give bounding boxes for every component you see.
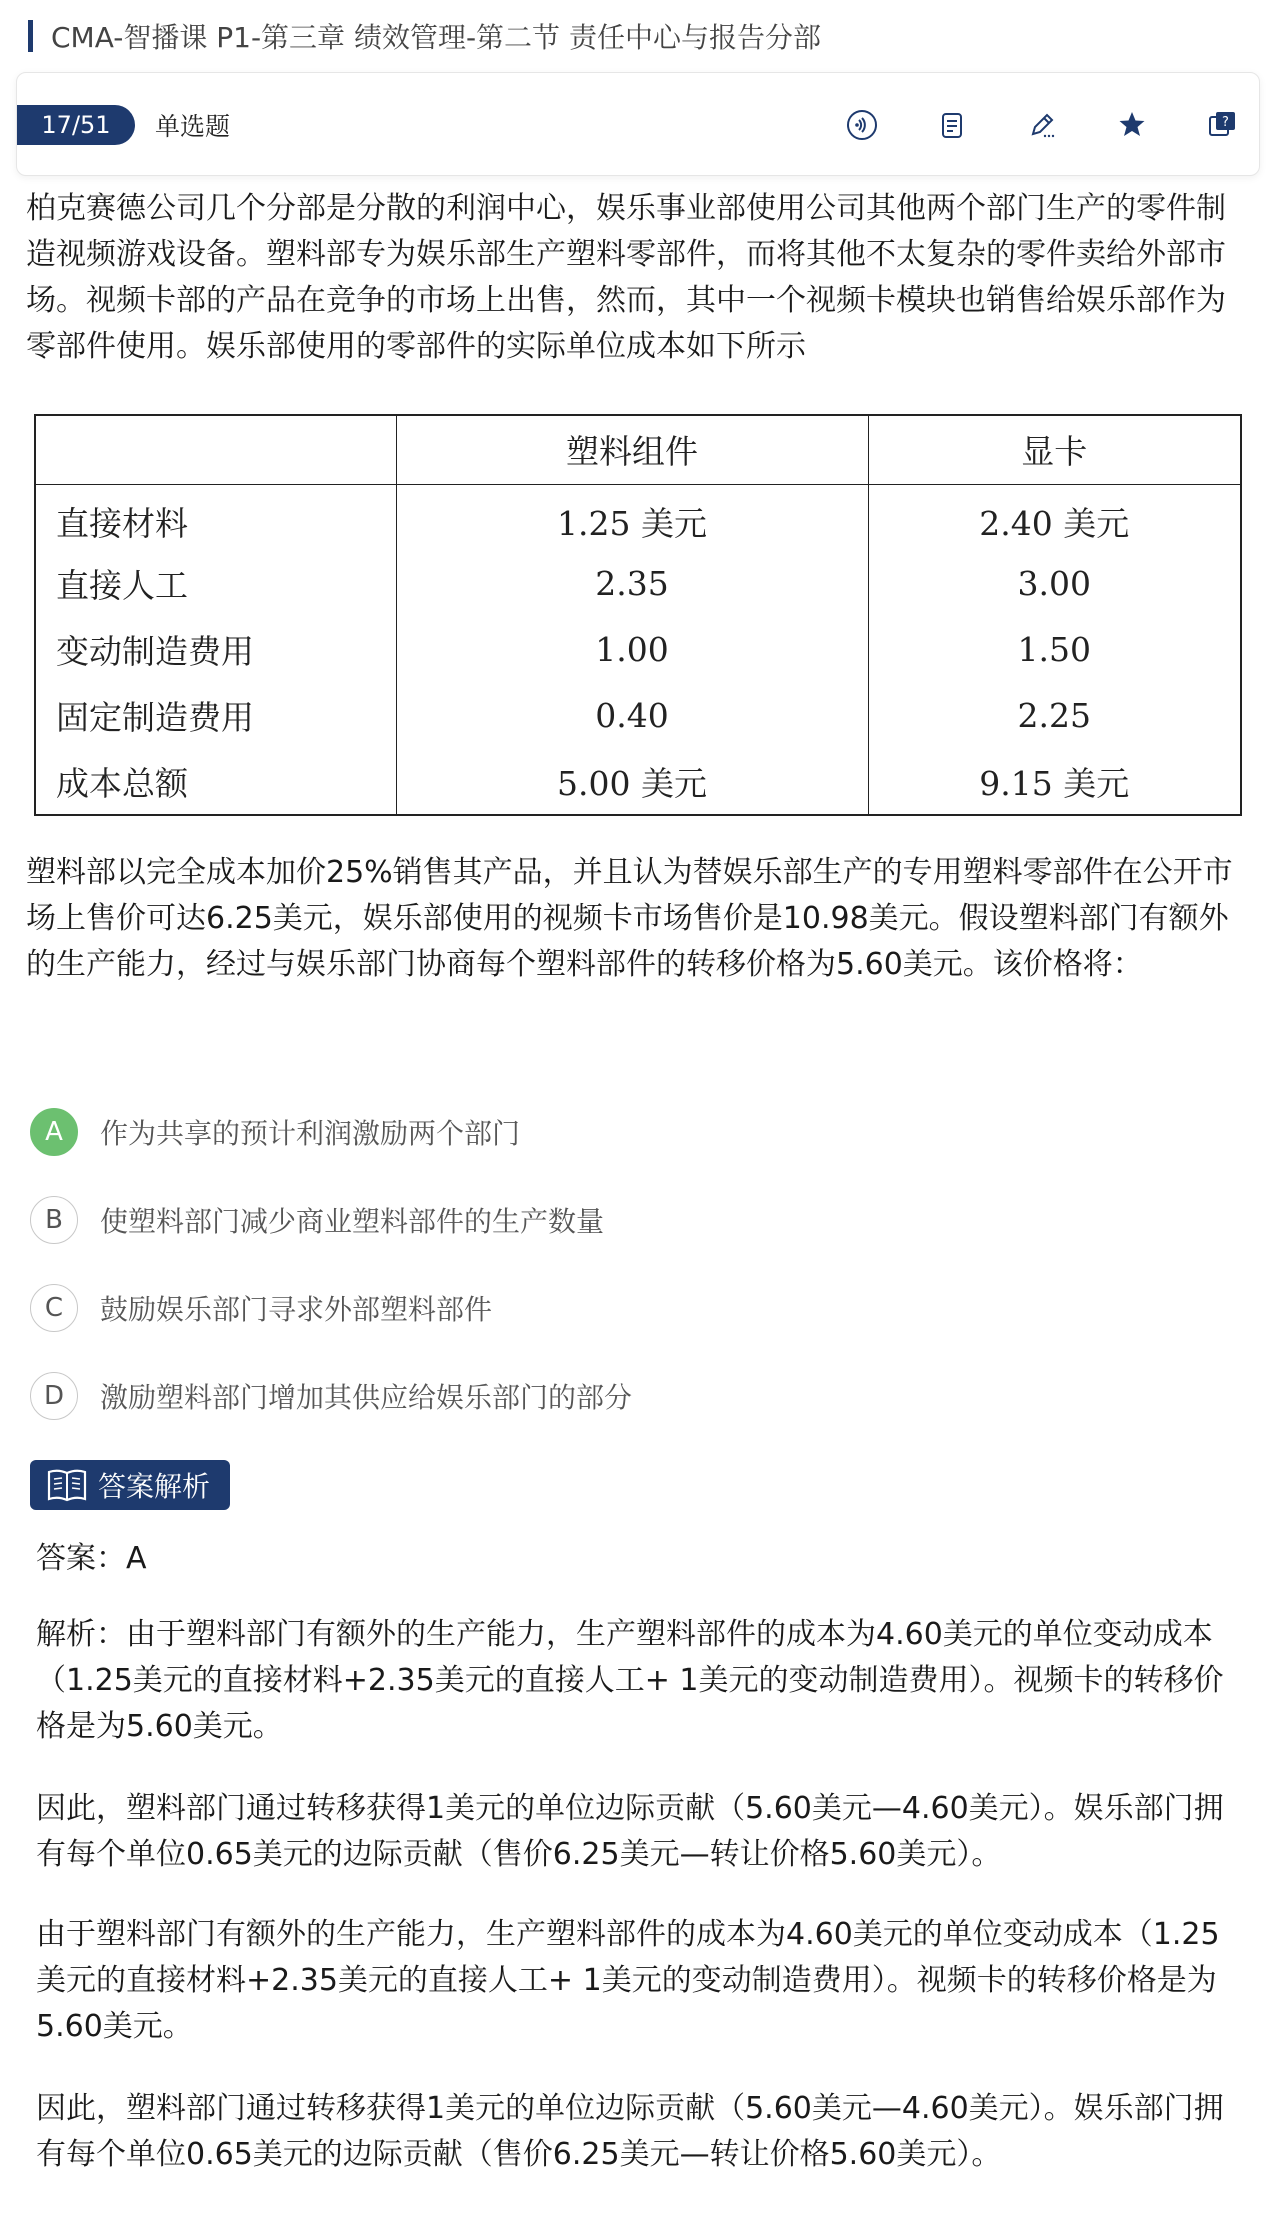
audio-button[interactable] (817, 101, 907, 149)
table-cell: 变动制造费用 (36, 616, 396, 682)
question-icon (1205, 108, 1239, 142)
analysis-paragraph: 由于塑料部门有额外的生产能力，生产塑料部件的成本为4.60美元的单位变动成本（1.25美元的直接材料+2.35美元的直接人工+ 1美元的变动制造费用）。视频卡的转移价格是为5.60美元。 (36, 1917, 1220, 2044)
question-type: 单选题 (155, 112, 231, 141)
analysis-paragraph: 因此，塑料部门通过转移获得1美元的单位边际贡献（5.60美元—4.60美元）。娱乐部门拥有每个单位0.65美元的边际贡献（售价6.25美元—转让价格5.60美元）。 (36, 1791, 1224, 1872)
table-header-plastic: 塑料组件 (396, 416, 868, 484)
book-icon (46, 1467, 88, 1503)
question-number-badge[interactable]: 17/51 (17, 105, 135, 145)
table-row (36, 682, 1240, 748)
table-cell: 0.40 (396, 682, 868, 748)
table-cell: 1.00 (396, 616, 868, 682)
svg-text:?: ? (1222, 115, 1229, 130)
table-cell: 5.00 美元 (396, 748, 868, 814)
audio-icon (845, 108, 879, 142)
table-header-empty (36, 416, 396, 484)
question-header (16, 72, 1260, 176)
table-cell: 1.50 (1017, 629, 1091, 669)
option-text: 激励塑料部门增加其供应给娱乐部门的部分 (100, 1381, 633, 1414)
option-letter-badge: B (30, 1196, 78, 1244)
option-letter-badge: C (30, 1284, 78, 1332)
table-row (36, 484, 1240, 550)
analysis-tag (30, 1460, 230, 1510)
answer-line: 答案：A (36, 1541, 147, 1576)
table-row (36, 616, 1240, 682)
table-cell: 2.25 (1017, 695, 1091, 735)
analysis-tag-label: 答案解析 (98, 1470, 211, 1503)
option-text: 作为共享的预计利润激励两个部门 (100, 1117, 521, 1150)
table-cell: 成本总额 (36, 748, 396, 814)
analysis-paragraph: 因此，塑料部门通过转移获得1美元的单位边际贡献（5.60美元—4.60美元）。娱乐部门拥有每个单位0.65美元的边际贡献（售价6.25美元—转让价格5.60美元）。 (36, 2091, 1224, 2172)
notes-button[interactable] (907, 101, 997, 149)
table-cell: 直接人工 (36, 550, 396, 616)
ask-question-button[interactable] (1177, 101, 1267, 149)
table-header-row (36, 416, 1240, 484)
toolbar (817, 101, 1267, 149)
edit-button[interactable] (997, 101, 1087, 149)
table-cell: 1.25 美元 (396, 484, 868, 550)
edit-icon (1025, 108, 1059, 142)
table-cell: 3.00 (1017, 563, 1091, 603)
favorite-button[interactable] (1087, 101, 1177, 149)
option-b[interactable] (30, 1176, 1230, 1264)
option-c[interactable] (30, 1264, 1230, 1352)
question-tail: 塑料部以完全成本加价25%销售其产品，并且认为替娱乐部生产的专用塑料零部件在公开市场上售价可达6.25美元，娱乐部使用的视频卡市场售价是10.98美元。假设塑料部门有额外的生产能力，经过与娱乐部门协商每个塑料部件的转移价格为5.60美元。该价格将： (26, 855, 1233, 982)
question-stem: 柏克赛德公司几个分部是分散的利润中心，娱乐事业部使用公司其他两个部门生产的零件制造视频游戏设备。塑料部专为娱乐部生产塑料零部件，而将其他不太复杂的零件卖给外部市场。视频卡部的产品在竞争的市场上出售，然而，其中一个视频卡模块也销售给娱乐部作为零部件使用。娱乐部使用的零部件的实际单位成本如下所示 (26, 191, 1226, 364)
option-text: 使塑料部门减少商业塑料部件的生产数量 (100, 1205, 605, 1238)
analysis-paragraph: 解析：由于塑料部门有额外的生产能力，生产塑料部件的成本为4.60美元的单位变动成本（1.25美元的直接材料+2.35美元的直接人工+ 1美元的变动制造费用）。视频卡的转移价格是为5.60美元。 (36, 1617, 1224, 1744)
table-cell: 2.35 (396, 550, 868, 616)
cost-table (34, 414, 1242, 816)
table-cell: 固定制造费用 (36, 682, 396, 748)
breadcrumb-text: CMA-智播课 P1-第三章 绩效管理-第二节 责任中心与报告分部 (51, 21, 821, 54)
option-text: 鼓励娱乐部门寻求外部塑料部件 (100, 1293, 493, 1326)
table-header-video-card: 显卡 (868, 416, 1240, 484)
option-a[interactable] (30, 1088, 1230, 1176)
option-letter-badge: A (30, 1108, 78, 1156)
table-cell: 9.15 美元 (979, 763, 1130, 803)
star-icon (1115, 108, 1149, 142)
notes-icon (935, 108, 969, 142)
option-letter-badge: D (30, 1372, 78, 1420)
table-cell: 直接材料 (36, 484, 396, 550)
options-list (30, 1088, 1230, 1440)
option-d[interactable] (30, 1352, 1230, 1440)
table-cell: 2.40 美元 (979, 503, 1130, 543)
table-row (36, 550, 1240, 616)
table-row (36, 748, 1240, 814)
breadcrumb-bar (28, 20, 33, 52)
breadcrumb (28, 16, 821, 56)
